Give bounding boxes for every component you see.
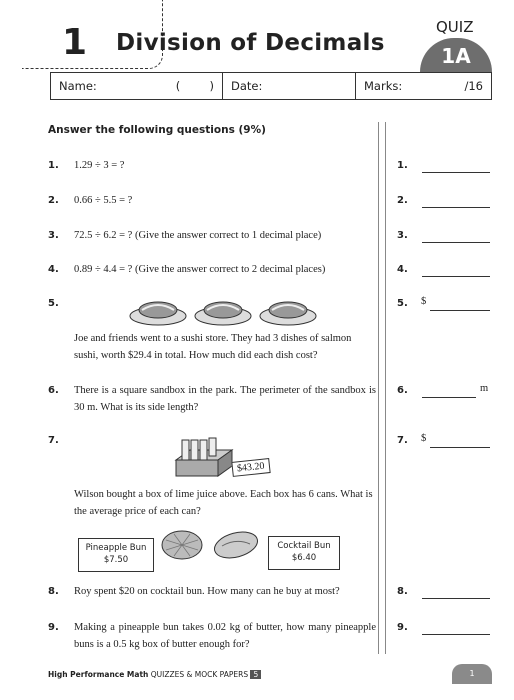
question-text: 0.66 ÷ 5.5 = ?	[74, 195, 133, 206]
answer-line[interactable]	[430, 298, 490, 311]
bun-name: Cocktail Bun	[277, 541, 331, 551]
book-title: High Performance Math	[48, 670, 149, 679]
date-label: Date:	[231, 79, 263, 93]
answer-currency: $	[421, 296, 427, 307]
cocktail-bun-icon	[212, 528, 260, 562]
answer-line[interactable]	[422, 385, 476, 398]
footer-book-info	[48, 670, 261, 679]
sushi-dish-icon	[260, 302, 316, 325]
bun-price: $6.40	[291, 553, 317, 563]
answer-number: 3.	[397, 230, 408, 241]
class-number-paren: ( )	[175, 79, 214, 93]
question-number: 1.	[48, 160, 59, 171]
marks-cell	[356, 73, 491, 99]
grade-badge: 5	[250, 670, 261, 679]
question-text: Wilson bought a box of lime juice above. Each box has 6 cans. What is the average price of each can?	[74, 489, 373, 517]
marks-total: /16	[464, 79, 483, 93]
page-number: 1	[452, 664, 492, 684]
answer-line[interactable]	[430, 435, 490, 448]
date-cell	[223, 73, 356, 99]
answer-column-divider	[378, 122, 386, 654]
answer-number: 9.	[397, 622, 408, 633]
question-text: Roy spent $20 on cocktail bun. How many can he buy at most?	[74, 586, 340, 597]
answer-line[interactable]	[422, 586, 490, 599]
question-number: 4.	[48, 264, 59, 275]
pineapple-bun-icon	[162, 531, 202, 559]
price-tag: $43.20	[231, 458, 270, 477]
cocktail-bun-sign	[268, 536, 340, 570]
quiz-id-badge: 1A	[420, 38, 492, 72]
question-number: 3.	[48, 230, 59, 241]
answer-number: 5.	[397, 298, 408, 309]
question-number: 8.	[48, 586, 59, 597]
student-info-bar	[50, 72, 492, 100]
sushi-dish-icon	[195, 302, 251, 325]
question-number: 2.	[48, 195, 59, 206]
question-number: 7.	[48, 435, 59, 446]
answer-number: 6.	[397, 385, 408, 396]
question-text: Making a pineapple bun takes 0.02 kg of butter, how many pineapple buns is a 0.5 kg box of butter enough for?	[74, 622, 376, 650]
answer-number: 1.	[397, 160, 408, 171]
answer-line[interactable]	[422, 622, 490, 635]
question-text: 72.5 ÷ 6.2 = ? (Give the answer correct to 1 decimal place)	[74, 230, 322, 241]
pineapple-bun-sign	[78, 538, 154, 572]
buns-illustration	[160, 528, 260, 562]
question-text: 0.89 ÷ 4.4 = ? (Give the answer correct to 2 decimal places)	[74, 264, 326, 275]
series-name: QUIZZES & MOCK PAPERS	[150, 670, 249, 679]
question-text: Joe and friends went to a sushi store. They had 3 dishes of salmon sushi, worth $29.4 in total. How much did each dish cost?	[74, 333, 352, 361]
answer-line[interactable]	[422, 160, 490, 173]
chapter-number: 1	[62, 22, 88, 63]
answer-number: 2.	[397, 195, 408, 206]
question-text: 1.29 ÷ 3 = ?	[74, 160, 125, 171]
sushi-dishes-illustration	[128, 294, 318, 328]
answer-unit: m	[480, 383, 489, 394]
bun-name: Pineapple Bun	[85, 543, 147, 553]
sushi-dish-icon	[130, 302, 186, 325]
name-label: Name:	[59, 79, 97, 93]
question-number: 9.	[48, 622, 59, 633]
bun-price: $7.50	[103, 555, 129, 565]
answer-line[interactable]	[422, 195, 490, 208]
marks-label: Marks:	[364, 79, 403, 93]
quiz-label: QUIZ	[436, 18, 474, 36]
answer-currency: $	[421, 433, 427, 444]
instructions: Answer the following questions (9%)	[48, 124, 266, 136]
answer-number: 7.	[397, 435, 408, 446]
answer-number: 8.	[397, 586, 408, 597]
name-cell	[51, 73, 223, 99]
answer-line[interactable]	[422, 230, 490, 243]
question-number: 5.	[48, 298, 59, 309]
answer-line[interactable]	[422, 264, 490, 277]
question-number: 6.	[48, 385, 59, 396]
answer-number: 4.	[397, 264, 408, 275]
page-title: Division of Decimals	[116, 30, 385, 56]
question-text: There is a square sandbox in the park. The perimeter of the sandbox is 30 m. What is its side length?	[74, 385, 376, 413]
